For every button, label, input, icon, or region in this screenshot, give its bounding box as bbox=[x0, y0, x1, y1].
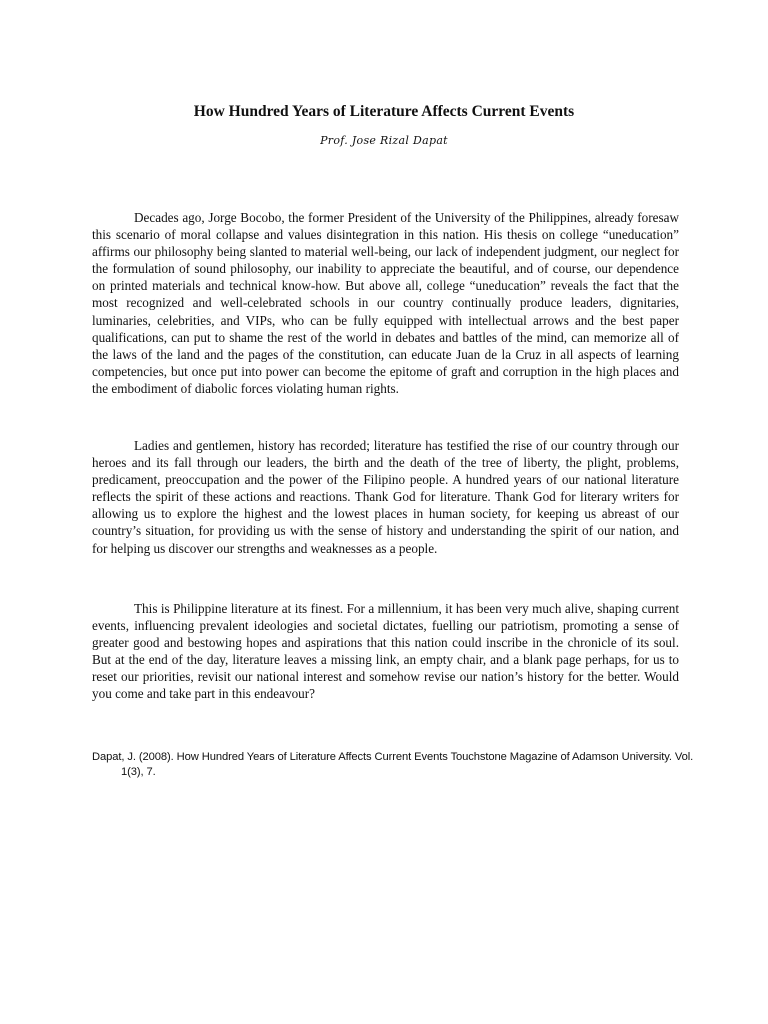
body-paragraph-1: Decades ago, Jorge Bocobo, the former President of the University of the Philippines, already foresaw this scenario of moral collapse and values disintegration in this nation. His thesis on college “uneducation” affirms our philosophy being slanted to material well-being, our lack of independent judgment, our neglect for the formulation of sound philosophy, our inability to appreciate the beautiful, and of course, our dependence on printed materials and technical know-how. But above all, college “uneducation” reveals the fact that the most recognized and well-celebrated schools in our country continually produce leaders, dignitaries, luminaries, celebrities, and VIPs, who can be fully equipped with intellectual arrows and the best paper qualifications, can put to shame the rest of the world in debates and battles of the mind, can memorize all of the laws of the land and the pages of the constitution, can educate Juan de la Cruz in all aspects of learning competencies, but once put into power can become the epitome of graft and corruption in the high places and the embodiment of diabolic forces violating human rights. bbox=[92, 210, 679, 396]
body-paragraph-3: This is Philippine literature at its finest. For a millennium, it has been very much alive, shaping current events, influencing prevalent ideologies and societal dictates, fuelling our patriotism, promoting a sense of greater good and bestowing hopes and aspirations that this nation could inscribe in the chronicle of its soul. But at the end of the day, literature leaves a missing link, an empty chair, and a blank page perhaps, for us to reset our priorities, revisit our national interest and somehow revise our nation’s history for the better. Would you come and take part in this endeavour? bbox=[92, 601, 679, 702]
document-title: How Hundred Years of Literature Affects Current Events bbox=[193, 103, 575, 120]
reference-citation: Dapat, J. (2008). How Hundred Years of Literature Affects Current Events Touchstone Magazine of Adamson University. Vol. 1(3), 7. bbox=[92, 751, 694, 778]
author-byline: Prof. Jose Rizal Dapat bbox=[320, 134, 448, 147]
body-paragraph-2: Ladies and gentlemen, history has recorded; literature has testified the rise of our country through our heroes and its fall through our leaders, the birth and the death of the tree of liberty, the plight, problems, predicament, preoccupation and the power of the Filipino people. A hundred years of our national literature reflects the spirit of these actions and reactions. Thank God for literature. Thank God for literary writers for allowing us to explore the highest and the lowest places in human society, for keeping us abreast of our country’s situation, for providing us with the sense of history and understanding the spirit of our nation, and for helping us discover our strengths and weaknesses as a people. bbox=[92, 438, 679, 556]
